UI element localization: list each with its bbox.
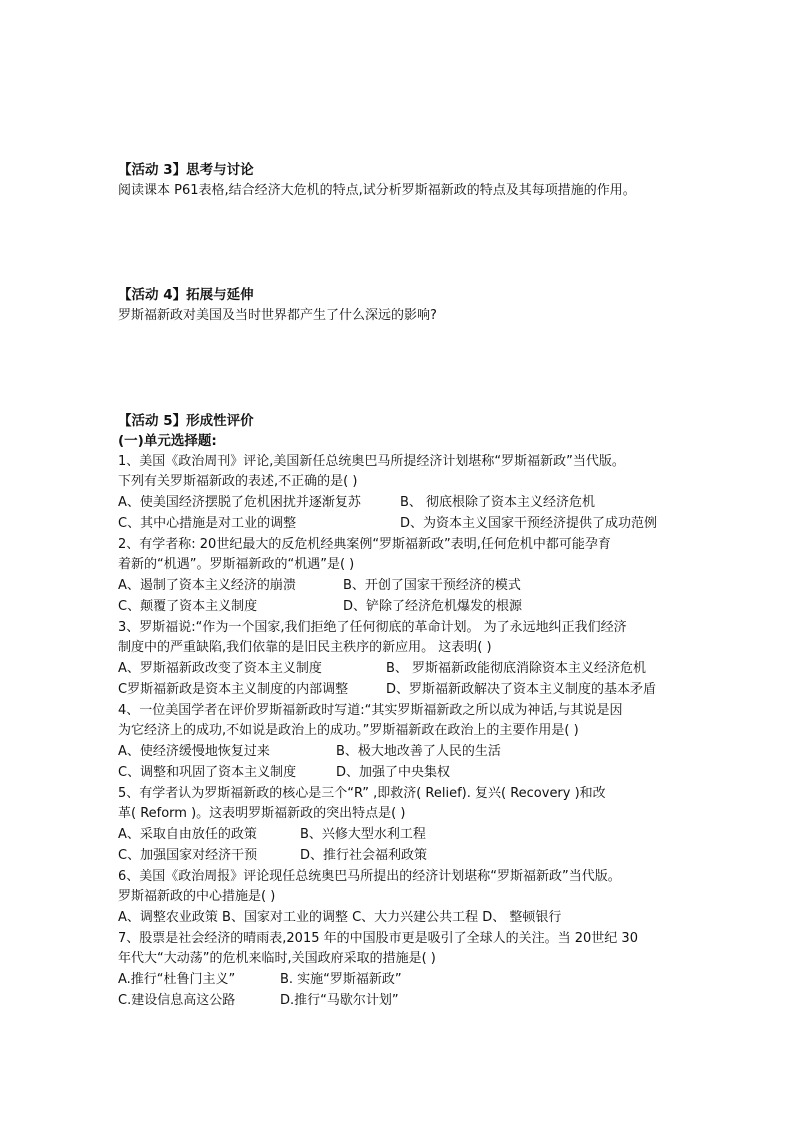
question-2-stem-line1: 2、有学者称: 20世纪最大的反危机经典案例“罗斯福新政”表明,任何危机中都可能孕育 xyxy=(118,537,611,552)
question-7-stem-line1: 7、股票是社会经济的晴雨表,2015 年的中国股市更是吸引了全球人的关注。当 20世纪 30 xyxy=(118,931,638,946)
question-7-option-c: C.建设信息高这公路 xyxy=(118,993,236,1008)
question-1-stem-line2: 下列有关罗斯福新政的表述,不正确的是( ) xyxy=(118,474,358,489)
question-2-option-a: A、遏制了资本主义经济的崩溃 xyxy=(118,578,296,593)
question-6-stem-line2: 罗斯福新政的中心措施是( ) xyxy=(118,889,276,904)
question-2-stem-line2: 着新的“机遇”。罗斯福新政的“机遇”是( ) xyxy=(118,557,355,572)
question-5-option-d: D、推行社会福利政策 xyxy=(300,848,428,863)
question-7-option-a: A.推行“杜鲁门主义” xyxy=(118,972,236,987)
question-5-option-c: C、加强国家对经济干预 xyxy=(118,848,258,863)
question-3-option-b: B、 罗斯福新政能彻底消除资本主义经济危机 xyxy=(386,661,647,676)
question-7-option-d: D.推行“马歇尔计划” xyxy=(280,993,399,1008)
question-1-option-c: C、其中心措施是对工业的调整 xyxy=(118,516,297,531)
question-1-option-b: B、 彻底根除了资本主义经济危机 xyxy=(400,495,596,510)
question-1-stem-line1: 1、美国《政治周刊》评论,美国新任总统奥巴马所提经济计划堪称“罗斯福新政”当代版。 xyxy=(118,454,625,469)
activity-4-text: 罗斯福新政对美国及当时世界都产生了什么深远的影响? xyxy=(118,308,437,323)
question-7-option-b: B. 实施“罗斯福新政” xyxy=(280,972,402,987)
question-6-stem-line1: 6、美国《政治周报》评论现任总统奥巴马所提出的经济计划堪称“罗斯福新政”当代版。 xyxy=(118,869,621,884)
activity-4-heading: 【活动 4】拓展与延伸 xyxy=(118,287,254,303)
question-3-option-a: A、罗斯福新政改变了资本主义制度 xyxy=(118,661,322,676)
activity-5-heading: 【活动 5】形成性评价 xyxy=(118,413,254,429)
question-5-option-a: A、采取自由放任的政策 xyxy=(118,827,257,842)
question-4-option-c: C、调整和巩固了资本主义制度 xyxy=(118,765,297,780)
question-1-option-a: A、使美国经济摆脱了危机困扰并逐渐复苏 xyxy=(118,495,361,510)
question-4-option-b: B、极大地改善了人民的生活 xyxy=(336,744,501,759)
question-2-option-d: D、铲除了经济危机爆发的根源 xyxy=(343,599,523,614)
activity-3-heading: 【活动 3】思考与讨论 xyxy=(118,162,254,178)
question-3-option-d: D、罗斯福新政解决了资本主义制度的基本矛盾 xyxy=(386,682,657,697)
question-6-options: A、调整农业政策 B、国家对工业的调整 C、大力兴建公共工程 D、 整顿银行 xyxy=(118,910,562,925)
activity-3-text: 阅读课本 P61表格,结合经济大危机的特点,试分析罗斯福新政的特点及其每项措施的作用。 xyxy=(118,183,636,198)
question-4-stem-line1: 4、一位美国学者在评价罗斯福新政时写道:“其实罗斯福新政之所以成为神话,与其说是因 xyxy=(118,703,623,718)
section-subheading: (一)单元选择题: xyxy=(118,433,217,449)
question-5-stem-line2: 革( Reform )。这表明罗斯福新政的突出特点是( ) xyxy=(118,806,406,821)
question-5-option-b: B、兴修大型水利工程 xyxy=(300,827,426,842)
question-4-option-a: A、使经济缓慢地恢复过来 xyxy=(118,744,270,759)
question-7-stem-line2: 年代大“大动荡”的危机来临时,关国政府采取的措施是( ) xyxy=(118,951,436,966)
question-4-stem-line2: 为它经济上的成功,不如说是政治上的成功。”罗斯福新政在政治上的主要作用是( ) xyxy=(118,723,579,738)
question-3-option-c: C罗斯福新政是资本主义制度的内部调整 xyxy=(118,682,349,697)
question-2-option-b: B、开创了国家干预经济的模式 xyxy=(343,578,521,593)
question-3-stem-line2: 制度中的严重缺陷,我们依靠的是旧民主秩序的新应用。 这表明( ) xyxy=(118,640,492,655)
question-1-option-d: D、为资本主义国家干预经济提供了成功范例 xyxy=(400,516,658,531)
question-2-option-c: C、颠覆了资本主义制度 xyxy=(118,599,258,614)
question-5-stem-line1: 5、有学者认为罗斯福新政的核心是三个“R” ,即救济( Relief). 复兴( Recovery )和改 xyxy=(118,786,606,801)
question-3-stem-line1: 3、罗斯福说:“作为一个国家,我们拒绝了任何彻底的革命计划。 为了永远地纠正我们经济 xyxy=(118,620,627,635)
question-4-option-d: D、加强了中央集权 xyxy=(336,765,451,780)
